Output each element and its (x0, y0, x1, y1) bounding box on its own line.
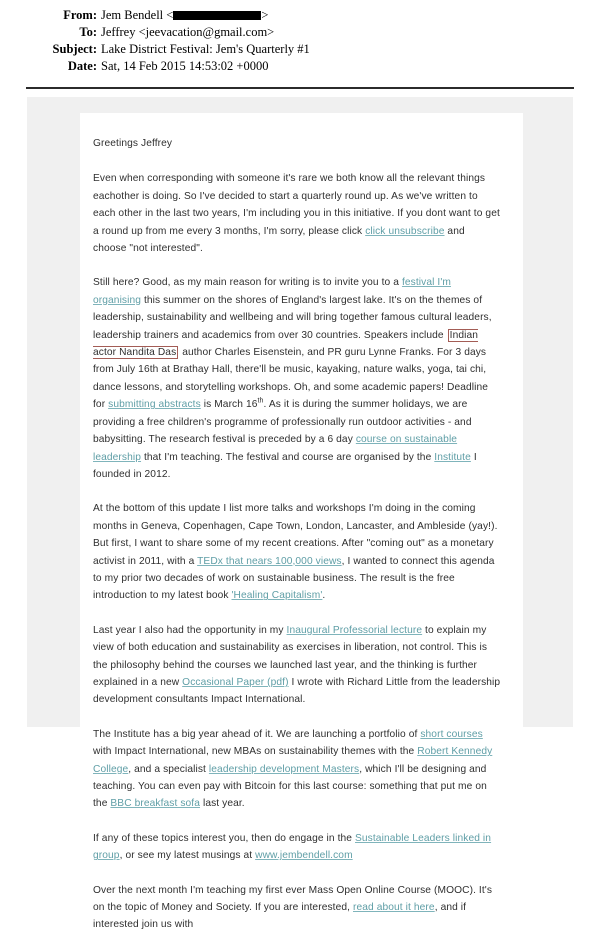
from-label: From: (63, 8, 97, 22)
link-read-about-it-here[interactable]: read about it here (353, 902, 435, 914)
date-value: Sat, 14 Feb 2015 14:53:02 +0000 (101, 59, 269, 73)
paragraph-7 (93, 882, 501, 934)
p2-text-1: Still here? Good, as my main reason for writing is to invite you to a (93, 277, 402, 289)
link-leadership-development-masters[interactable]: leadership development Masters (208, 763, 360, 775)
date-label: Date: (67, 59, 97, 73)
link-healing-capitalism[interactable]: 'Healing Capitalism' (231, 590, 323, 602)
p1-text-2: and choose "not interested". (93, 225, 465, 255)
message-body-panel (80, 113, 523, 931)
subject-value: Lake District Festival: Jem's Quarterly #1 (101, 42, 310, 56)
link-bbc-breakfast-sofa[interactable]: BBC breakfast sofa (110, 798, 201, 810)
p4-text-1: Last year I also had the opportunity in my (93, 624, 287, 636)
paragraph-3 (93, 500, 501, 604)
link-occasional-paper-pdf[interactable]: Occasional Paper (pdf) (182, 676, 289, 688)
link-festival-im-organising[interactable]: festival I'm organising (93, 277, 451, 306)
email-header (0, 0, 600, 89)
p3-text-2: , I wanted to connect this agenda to my prior two decades of work on sustainable business. The result is the free introduction to my latest book (93, 555, 495, 602)
p6-text-2: , or see my latest musings at (119, 850, 256, 862)
header-row-from (0, 7, 600, 24)
p3-text-3: . (322, 590, 326, 602)
paragraph-5 (93, 726, 501, 813)
header-divider-rule (26, 87, 574, 89)
link-submitting-abstracts[interactable]: submitting abstracts (108, 399, 201, 411)
link-sustainable-leaders-linkedin-group[interactable]: Sustainable Leaders linked in group (93, 832, 492, 862)
p1-text-1: Even when corresponding with someone it's rare we both know all the relevant things eachother is doing. So I've decided to start a quarterly round up. As we've written to each other in the last two years, I'm including you in this initiative. If you dont want to get a round up from me every 3 months, I'm sorry, please click (93, 173, 500, 237)
p7-text-1: Over the next month I'm teaching my first ever Mass Open Online Course (MOOC). It's on the topic of Money and Society. If you are interested, (93, 884, 493, 914)
p4-text-3: I wrote with Richard Little from the leadership development consultants Impact International. (93, 676, 501, 706)
link-short-courses[interactable]: short courses (420, 728, 483, 740)
redacted-email-bar (173, 11, 261, 20)
p2-text-3: author Charles Eisenstein, and PR guru Lynne Franks. For 3 days from July 16th at Brathay Hall, there'll be music, kayaking, nature walks, yoga, tai chi, dance lessons, and storytelling workshops. Oh, and some academic papers! Deadline for (93, 347, 489, 411)
link-tedx-100000-views[interactable]: TEDx that nears 100,000 views (197, 555, 342, 567)
p7-text-2: , and if interested join us with (93, 902, 467, 931)
p5-text-4: , which I'll be designing and teaching. You can even pay with Bitcoin for this last course: something that put me on the (93, 763, 487, 810)
paragraph-6 (93, 830, 501, 865)
to-label: To: (79, 25, 97, 39)
p2-text-5: . As it is during the summer holidays, we are providing a free children's programme of professionally run outdoor activities - and babysitting. The research festival is preceded by a 6 day (93, 399, 472, 446)
link-course-on-sustainable-leadership[interactable]: course on sustainable leadership (93, 434, 458, 463)
link-inaugural-professorial-lecture[interactable]: Inaugural Professorial lecture (286, 624, 423, 636)
from-bracket-close: > (261, 8, 269, 22)
p6-text-1: If any of these topics interest you, then do engage in the (93, 832, 356, 844)
p2-text-4: is March 16 (200, 399, 258, 411)
header-row-date (0, 58, 600, 75)
p2-text-6: that I'm teaching. The festival and course are organised by the (141, 451, 435, 463)
subject-label: Subject: (52, 42, 97, 56)
paragraph-2 (93, 274, 501, 483)
link-jembendell-website[interactable]: www.jembendell.com (255, 850, 353, 862)
p4-text-2: to explain my view of both education and sustainability as exercises in liberation, not control. This is the philosophy behind the courses we launched last year, and the thinking is further explained in a new (93, 624, 488, 688)
header-row-to (0, 24, 600, 41)
link-robert-kennedy-college[interactable]: Robert Kennedy College (93, 746, 493, 775)
message-body-text (93, 135, 501, 934)
p2-text-2: this summer on the shores of England's largest lake. It's on the themes of leadership, sustainability and wellbeing and will bring together famous cultural leaders, leadership trainers and academics from over 30 countries. Speakers include (93, 294, 492, 341)
highlighted-phrase-nandita-das: Indian actor Nandita Das (93, 329, 479, 359)
p3-text-1: At the bottom of this update I list more talks and workshops I'm doing in the coming months in Geneva, Copenhagen, Cape Town, London, Lancaster, and Ambleside (yay!). But first, I want to share some of my recent creations. After "coming out" as a monetary activist in 2011, with a (93, 503, 498, 567)
from-value (101, 7, 268, 24)
ordinal-suffix-th: th (257, 397, 264, 405)
p5-text-2: with Impact International, new MBAs on sustainability themes with the (93, 746, 418, 758)
from-sender-name: Jem Bendell < (101, 8, 174, 22)
link-institute[interactable]: Institute (434, 451, 471, 463)
to-value: Jeffrey <jeevacation@gmail.com> (101, 25, 275, 39)
paragraph-greeting: Greetings Jeffrey (93, 138, 173, 149)
header-row-subject (0, 41, 600, 58)
paragraph-1 (93, 170, 501, 257)
link-click-unsubscribe[interactable]: click unsubscribe (365, 225, 445, 237)
paragraph-4 (93, 622, 501, 709)
p2-text-7: I founded in 2012. (93, 451, 477, 480)
p5-text-3: , and a specialist (128, 763, 209, 775)
p5-text-1: The Institute has a big year ahead of it. We are launching a portfolio of (93, 728, 421, 740)
p5-text-5: last year. (200, 798, 245, 810)
